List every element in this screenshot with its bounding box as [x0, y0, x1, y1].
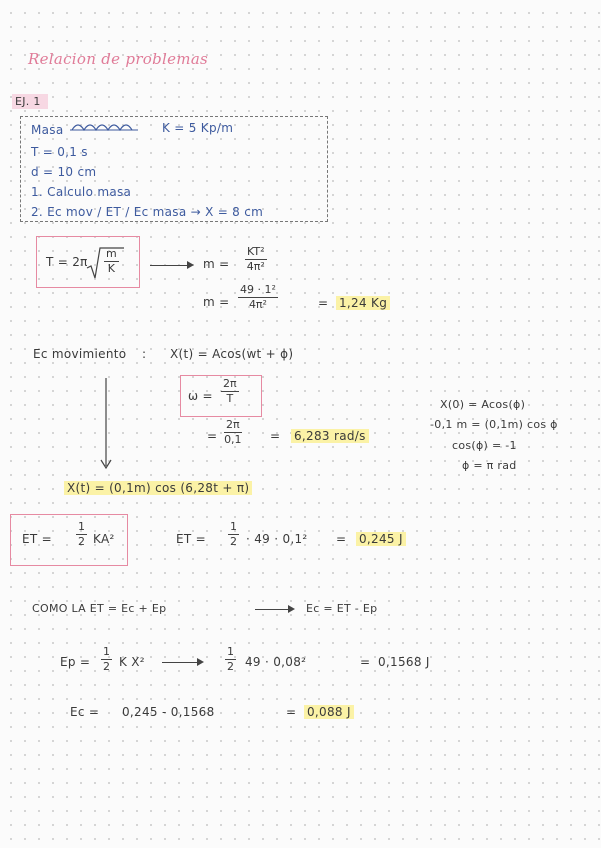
omega-num: 2π	[223, 377, 237, 390]
phase-line-2: -0,1 m = (0,1m) cos ϕ	[430, 418, 558, 431]
energy-calc-den: 2	[230, 535, 237, 548]
ep-calc-num: 1	[227, 645, 234, 658]
task-2: 2. Ec mov / ET / Ec masa → X = 8 cm	[31, 205, 264, 219]
omega-result: 6,283 rad/s	[291, 429, 369, 443]
motion-equation: X(t) = Acos(wt + ϕ)	[170, 347, 294, 361]
mass-result: 1,24 Kg	[336, 296, 390, 310]
mass-solve-lhs: m =	[203, 257, 230, 271]
ec-expr: 0,245 - 0,1568	[122, 705, 215, 719]
ec-result: 0,088 J	[304, 705, 354, 719]
energy-calc-rhs: · 49 · 0,1²	[246, 532, 308, 546]
period-den: K	[107, 262, 115, 275]
omega-calc-den: 0,1	[224, 433, 242, 446]
ep-rhs: K X²	[119, 655, 145, 669]
ec-eq: =	[286, 705, 297, 719]
energy-calc-num: 1	[230, 520, 237, 533]
mass-calc-lhs: m =	[203, 295, 230, 309]
arrow-to-ec	[255, 609, 293, 610]
ep-calc-fraction	[225, 646, 236, 673]
distance-value: d = 10 cm	[31, 165, 97, 179]
ep-lhs: Ep =	[60, 655, 91, 669]
mass-solve-den: 4π²	[246, 260, 265, 273]
ep-num: 1	[103, 645, 110, 658]
energy-formula-rhs: KA²	[93, 532, 115, 546]
mass-calc-num: 49 · 1²	[240, 283, 276, 296]
omega-calc-lhs: =	[207, 429, 218, 443]
ep-fraction	[101, 646, 112, 673]
period-num: m	[106, 247, 117, 260]
arrow-to-mass	[150, 265, 192, 266]
motion-colon: :	[142, 347, 147, 361]
down-arrow-icon	[100, 378, 112, 470]
ec-lhs: Ec =	[70, 705, 100, 719]
motion-label: Ec movimiento	[33, 347, 127, 361]
mass-calc-eq: =	[318, 296, 329, 310]
mass-solve-num: KT²	[247, 245, 265, 258]
phase-line-4: ϕ = π rad	[462, 459, 517, 472]
phase-line-1: X(0) = Acos(ϕ)	[440, 398, 526, 411]
ep-calc-den: 2	[227, 660, 234, 673]
ep-den: 2	[103, 660, 110, 673]
energy-formula-num: 1	[78, 520, 85, 533]
energy-calc-eq: =	[336, 532, 347, 546]
spring-constant: K = 5 Kp/m	[162, 121, 234, 135]
mass-solve-fraction	[245, 246, 267, 273]
period-value: T = 0,1 s	[31, 145, 88, 159]
omega-calc-eq: =	[270, 429, 281, 443]
omega-calc-fraction	[224, 419, 242, 446]
omega-fraction	[221, 378, 239, 405]
phase-line-3: cos(ϕ) = -1	[452, 439, 517, 452]
como-rhs: Ec = ET - Ep	[306, 602, 378, 615]
como-line: COMO LA ET = Ec + Ep	[32, 602, 167, 615]
energy-result: 0,245 J	[356, 532, 406, 546]
ep-result: 0,1568 J	[378, 655, 430, 669]
omega-lhs: ω =	[188, 389, 213, 403]
energy-calc-lhs: ET =	[176, 532, 206, 546]
exercise-label: EJ. 1	[15, 95, 41, 108]
spring-icon	[70, 120, 140, 134]
masa-label: Masa	[31, 123, 64, 137]
mass-calc-fraction	[238, 284, 278, 311]
energy-formula-den: 2	[78, 535, 85, 548]
arrow-to-ep-calc	[162, 662, 202, 663]
period-fraction	[104, 248, 119, 275]
energy-calc-fraction	[228, 521, 239, 548]
ep-calc-rhs: 49 · 0,08²	[245, 655, 307, 669]
mass-calc-den: 4π²	[248, 298, 267, 311]
omega-calc-num: 2π	[226, 418, 240, 431]
page-title: Relacion de problemas	[28, 50, 209, 68]
ep-calc-eq: =	[360, 655, 371, 669]
period-formula-prefix: T = 2π	[46, 255, 88, 269]
omega-den: T	[226, 392, 234, 405]
energy-formula-fraction	[76, 521, 87, 548]
energy-formula-lhs: ET =	[22, 532, 52, 546]
task-1: 1. Calculo masa	[31, 185, 132, 199]
motion-result: X(t) = (0,1m) cos (6,28t + π)	[64, 481, 252, 495]
